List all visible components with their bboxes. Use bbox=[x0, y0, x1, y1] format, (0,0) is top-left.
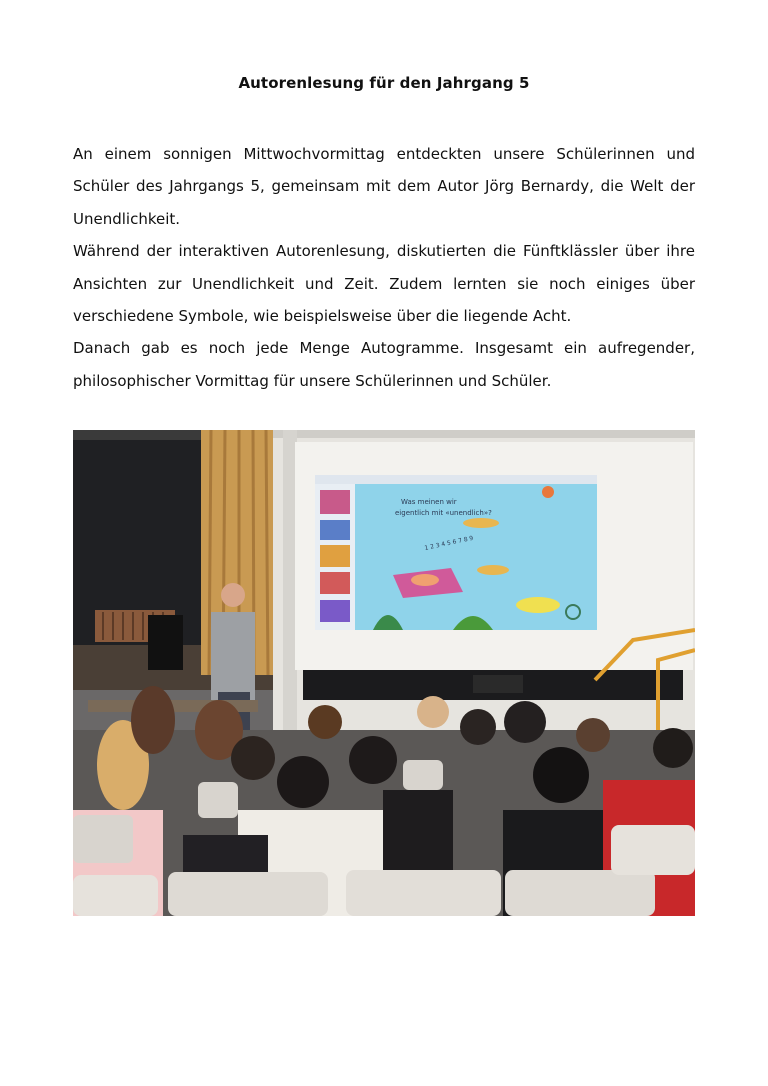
event-photo bbox=[73, 430, 695, 916]
speaker-person bbox=[211, 612, 255, 702]
body-text bbox=[73, 138, 695, 397]
slide-text-line2: eigentlich mit «unendlich»? bbox=[395, 509, 492, 517]
paragraph: Danach gab es noch jede Menge Autogramme. Insgesamt ein aufregender, philosophischer Vormittag für unsere Schülerinnen und Schüler. bbox=[73, 339, 695, 390]
slide-numbers: 1 2 3 4 5 6 7 8 9 bbox=[423, 534, 474, 552]
slide-text-line1: Was meinen wir bbox=[401, 498, 457, 506]
page-title: Autorenlesung für den Jahrgang 5 bbox=[238, 74, 530, 92]
paragraph: An einem sonnigen Mittwochvormittag entdeckten unsere Schülerinnen und Schüler des Jahrgangs 5, gemeinsam mit dem Autor Jörg Bernardy, die Welt der Unendlichkeit. bbox=[73, 145, 695, 228]
paragraph: Während der interaktiven Autorenlesung, diskutierten die Fünftklässler über ihre Ansichten zur Unendlichkeit und Zeit. Zudem lernten sie noch einiges über verschiedene Symbole, wie beispielsweise über die liegende Acht. bbox=[73, 242, 695, 326]
speaker bbox=[148, 615, 183, 670]
stage-background bbox=[73, 430, 213, 680]
